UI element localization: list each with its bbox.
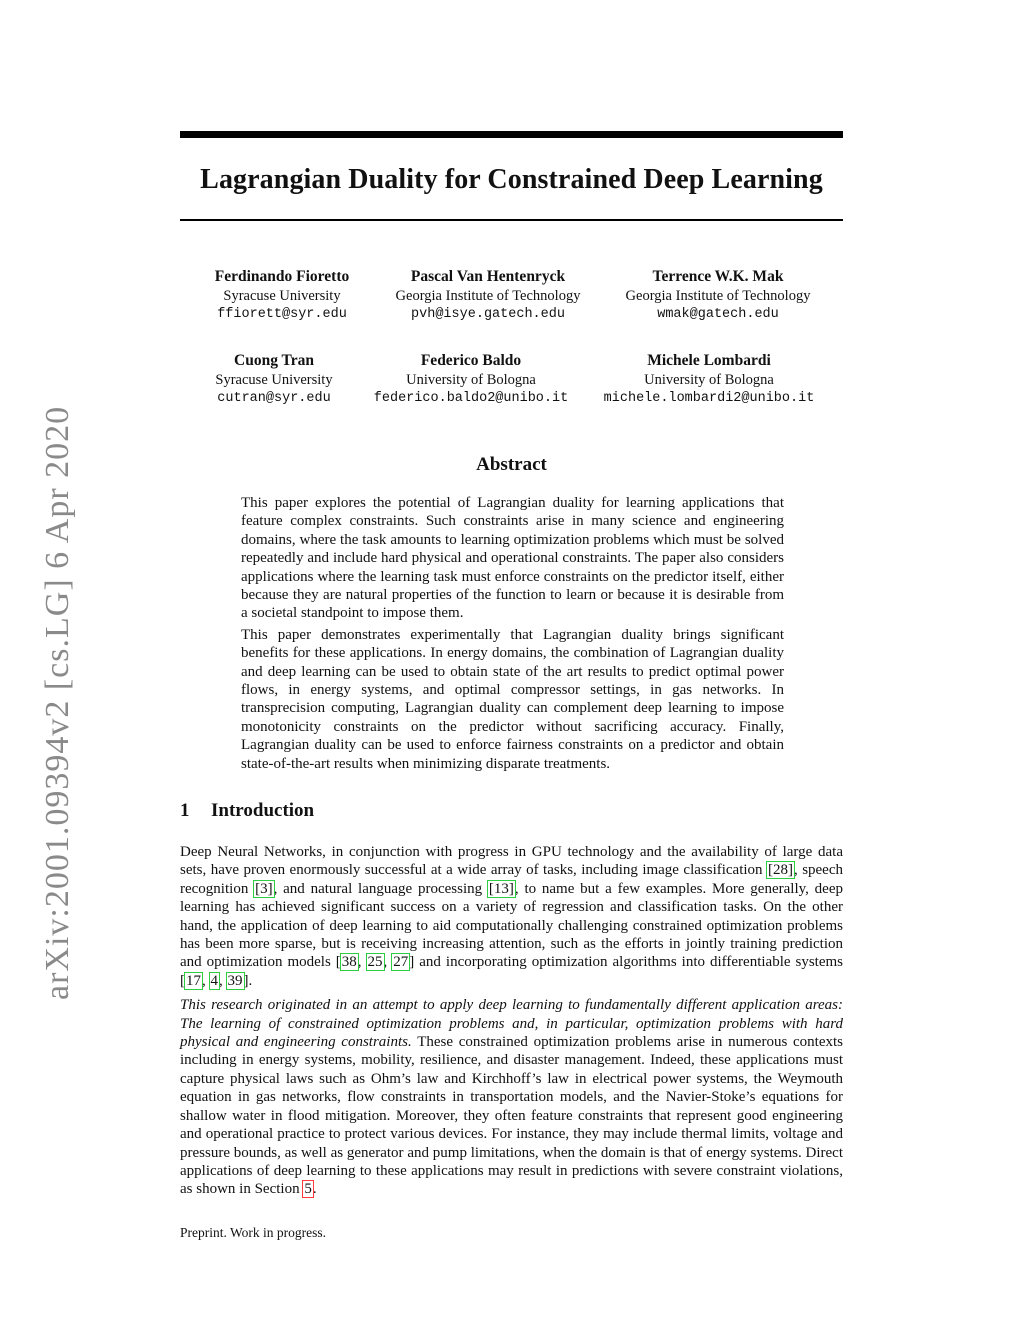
text-run: , to name but a few examples. More generally, deep learning has achieved significant success on a variety of regression and classification tasks. On the other hand, the application of deep learning to aid computationally challenging constrained optimization problems has been more sparse, but is receiving increasing attention, such as the efforts in jointly training prediction and optimization models [ (180, 880, 843, 971)
author-email[interactable]: pvh@isye.gatech.edu (411, 307, 565, 322)
author-block (589, 352, 829, 408)
author-affiliation: Syracuse University (223, 288, 341, 304)
text-run: , (357, 954, 367, 971)
author-block (598, 268, 838, 324)
citation-link[interactable]: 38 (341, 954, 357, 971)
author-email[interactable]: michele.lombardi2@unibo.it (603, 391, 815, 406)
citation-link[interactable]: 17 (186, 972, 201, 989)
section-number: 1 (180, 800, 190, 821)
text-run: , (219, 972, 227, 989)
abstract-heading: Abstract (476, 454, 547, 475)
introduction-body (180, 843, 843, 1205)
author-email[interactable]: wmak@gatech.edu (657, 307, 779, 322)
author-affiliation: University of Bologna (644, 372, 774, 388)
author-name: Terrence W.K. Mak (652, 268, 784, 285)
citation-link[interactable]: 39 (227, 972, 243, 989)
author-name: Ferdinando Fioretto (214, 268, 350, 285)
citation-link[interactable]: [3] (255, 880, 273, 897)
arxiv-identifier: arXiv:2001.09394v2 [cs.LG] 6 Apr 2020 (39, 405, 76, 1000)
citation-link[interactable]: [13] (488, 880, 514, 897)
section-heading (180, 798, 314, 824)
citation-link[interactable]: 4 (210, 972, 218, 989)
author-affiliation: Georgia Institute of Technology (395, 288, 581, 304)
section-title: Introduction (211, 800, 315, 821)
abstract-paragraph: This paper explores the potential of Lagrangian duality for learning applications that feature complex constraints. Such constraints arise in many science and engineering domains, where the task amounts to learning optimization problems which must be solved repeatedly and include hard physical and operational constraints. The paper also considers applications where the learning task must enforce constraints on the predictor itself, either because they are natural properties of the function to learn or because it is desirable from a societal standpoint to impose them. (241, 495, 784, 622)
text-run: , speech recognition (180, 862, 844, 897)
author-block (162, 268, 402, 324)
title-top-rule (180, 131, 843, 138)
author-block (368, 268, 608, 324)
body-paragraph (180, 996, 843, 1198)
preprint-footer: Preprint. Work in progress. (180, 1225, 327, 1240)
author-affiliation: University of Bologna (406, 372, 536, 388)
abstract-body (241, 494, 784, 776)
text-run: These constrained optimization problems arise in numerous contexts including in energy systems, mobility, resilience, and disaster management. Indeed, these applications must capture physical laws such as Ohm’s law and Kirchhoff’s law in electrical power systems, the Weymouth equation in gas networks, flow constraints in transportation models, and the Navier-Stoke’s equations for shallow water in flood mitigation. Moreover, they often feature constraints that represent good engineering and operational practice to protect various devices. For instance, they may include thermal limits, voltage and pressure bounds, as well as generator and pump limitations, when the domain is that of energy systems. Direct applications of deep learning to these applications may result in predictions with severe constraint violations, as shown in Section (180, 1034, 843, 1198)
title-bottom-rule (180, 219, 843, 221)
author-affiliation: Syracuse University (215, 372, 333, 388)
author-name: Cuong Tran (234, 352, 314, 369)
citation-link[interactable]: 27 (393, 954, 409, 971)
text-run: ]. (243, 972, 253, 989)
section-reference-link[interactable]: 5 (304, 1181, 312, 1198)
text-run: , (202, 972, 210, 989)
author-email[interactable]: cutran@syr.edu (217, 391, 331, 406)
abstract-paragraph: This paper demonstrates experimentally that Lagrangian duality brings significant benefits for these applications. In energy domains, the combination of Lagrangian duality and deep learning can be used to obtain state of the art results to predict optimal power flows, in energy systems, and optimal compressor settings, in gas networks. In transprecision computing, Lagrangian duality can complement deep learning to impose monotonicity constraints on the predictor without sacrificing accuracy. Finally, Lagrangian duality can be used to enforce fairness constraints on a predictor and obtain state-of-the-art results when minimizing disparate treatments. (241, 626, 784, 772)
citation-link[interactable]: 25 (367, 954, 383, 971)
author-name: Pascal Van Hentenryck (410, 268, 566, 285)
author-affiliation: Georgia Institute of Technology (625, 288, 811, 304)
citation-link[interactable]: [28] (768, 862, 793, 879)
author-email[interactable]: federico.baldo2@unibo.it (373, 391, 569, 406)
text-run: ] and incorporating optimization algorithms into differentiable systems [ (180, 954, 844, 989)
author-name: Federico Baldo (420, 352, 522, 369)
text-run: Deep Neural Networks, in conjunction with progress in GPU technology and the availability of large data sets, have proven enormously successful at a wide array of tasks, including image classification (180, 844, 843, 879)
author-block (351, 352, 591, 408)
text-run: , (383, 954, 393, 971)
emphasized-text: This research originated in an attempt to apply deep learning to fundamentally different application areas: The learning of constrained optimization problems and, in particular, optimization problems with hard physical and engineering constraints. (180, 997, 843, 1051)
text-run: , and natural language processing (273, 880, 488, 897)
body-paragraph (180, 843, 843, 990)
author-email[interactable]: ffiorett@syr.edu (217, 307, 347, 322)
paper-title: Lagrangian Duality for Constrained Deep Learning (200, 164, 823, 195)
author-name: Michele Lombardi (647, 352, 771, 369)
text-run: . (312, 1181, 317, 1198)
